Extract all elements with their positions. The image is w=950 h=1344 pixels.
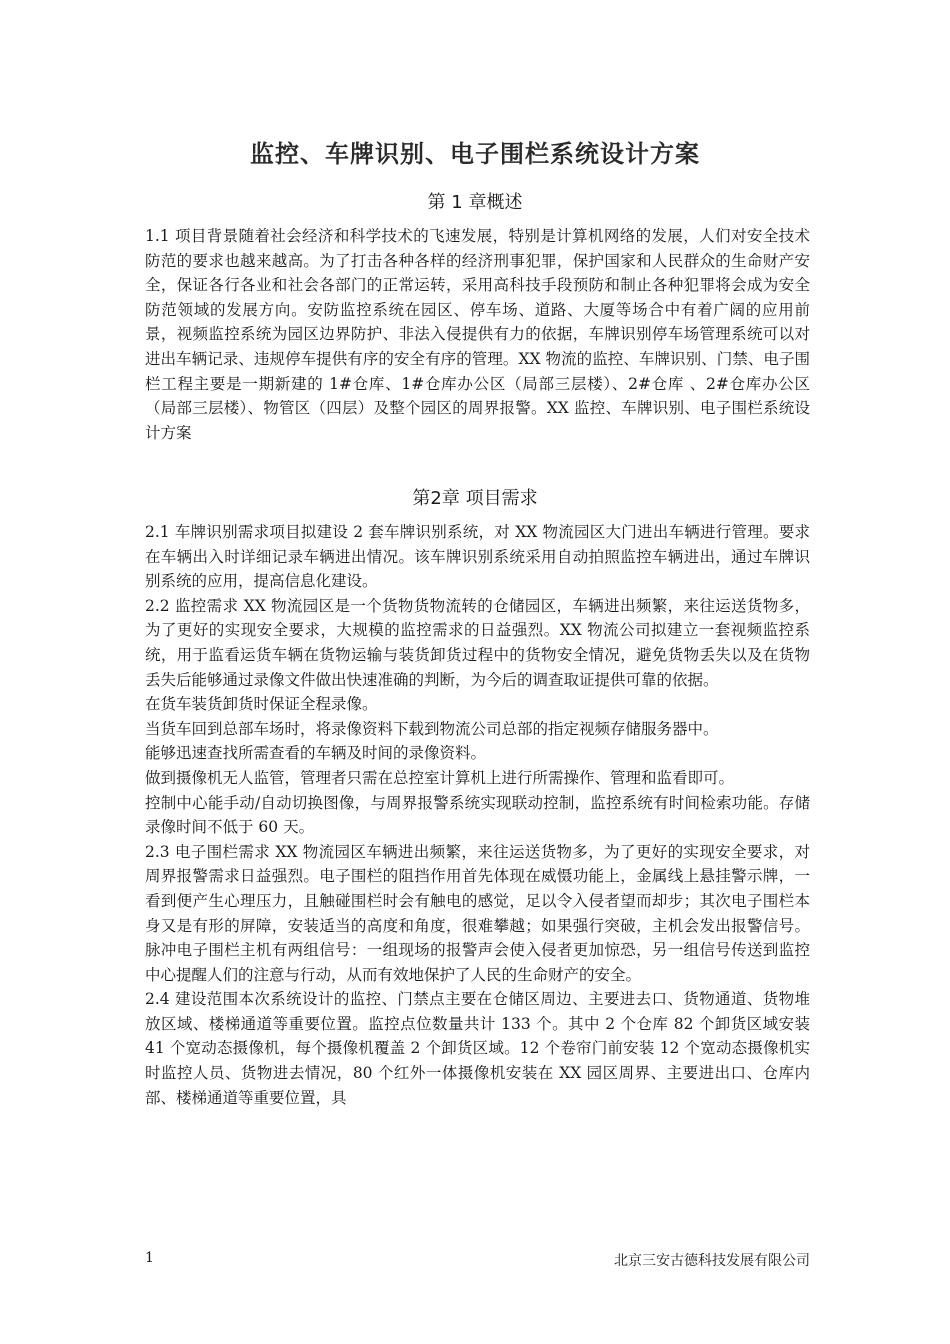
chapter-2-body <box>145 520 810 1110</box>
document-title: 监控、车牌识别、电子围栏系统设计方案 <box>250 140 700 168</box>
chapter-2-heading: 第2章 项目需求 <box>412 488 538 509</box>
paragraph: 2.3 电子围栏需求 XX 物流园区车辆进出频繁，来往运送货物多，为了更好的实现安全要求，对周界报警需求日益强烈。电子围栏的阻挡作用首先体现在威慑功能上，金属线上悬挂警示牌，一看到便产生心理压力，且触碰围栏时会有触电的感觉，足以令入侵者望而却步；其次电子围栏本身又是有形的屏障，安装适当的高度和角度，很难攀越；如果强行突破，主机会发出报警信号。脉冲电子围栏主机有两组信号：一组现场的报警声会使入侵者更加惊恐，另一组信号传送到监控中心提醒人们的注意与行动，从而有效地保护了人民的生命财产的安全。 <box>145 842 810 984</box>
paragraph: 控制中心能手动/自动切换图像，与周界报警系统实现联动控制，监控系统有时间检索功能。存储录像时间不低于 60 天。 <box>145 793 810 837</box>
footer-company-name: 北京三安古德科技发展有限公司 <box>614 1253 810 1269</box>
paragraph: 当货车回到总部车场时，将录像资料下载到物流公司总部的指定视频存储服务器中。 <box>145 719 719 738</box>
paragraph: 2.2 监控需求 XX 物流园区是一个货物货物流转的仓储园区，车辆进出频繁，来往运送货物多，为了更好的实现安全要求，大规模的监控需求的日益强烈。XX 物流公司拟建立一套视频监控系统，用于监看运货车辆在货物运输与装货卸货过程中的货物安全情况，避免货物丢失以及在货物丢失后能够通过录像文件做出快速准确的判断，为今后的调查取证提供可靠的依据。 <box>145 596 810 689</box>
paragraph: 在货车装货卸货时保证全程录像。 <box>145 695 378 714</box>
chapter-1-body <box>145 224 810 445</box>
chapter-1-heading: 第 1 章概述 <box>427 192 523 213</box>
paragraph: 1.1 项目背景随着社会经济和科学技术的飞速发展，特别是计算机网络的发展，人们对安全技术防范的要求也越来越高。为了打击各种各样的经济刑事犯罪，保护国家和人民群众的生命财产安全，保证各行各业和社会各部门的正常运转，采用高科技手段预防和制止各种犯罪将会成为安全防范领域的发展方向。安防监控系统在园区、停车场、道路、大厦等场合中有着广阔的应用前景，视频监控系统为园区边界防护、非法入侵提供有力的依据，车牌识别停车场管理系统可以对进出车辆记录、违规停车提供有序的安全有序的管理。XX 物流的监控、车牌识别、门禁、电子围栏工程主要是一期新建的 1#仓库、1#仓库办公区（局部三层楼）、2#仓库 、2#仓库办公区（局部三层楼）、物管区（四层）及整个园区的周界报警。XX 监控、车牌识别、电子围栏系统设计方案 <box>145 227 810 442</box>
page-number: 1 <box>145 1250 154 1266</box>
paragraph: 2.1 车牌识别需求项目拟建设 2 套车牌识别系统，对 XX 物流园区大门进出车辆进行管理。要求在车辆出入时详细记录车辆进出情况。该车牌识别系统采用自动拍照监控车辆进出，通过车牌识别系统的应用，提高信息化建设。 <box>145 523 810 591</box>
paragraph: 2.4 建设范围本次系统设计的监控、门禁点主要在仓储区周边、主要进去口、货物通道、货物堆放区域、楼梯通道等重要位置。监控点位数量共计 133 个。其中 2 个仓库 82 个卸货区域安装 41 个宽动态摄像机，每个摄像机覆盖 2 个卸货区域。12 个卷帘门前安装 12 个宽动态摄像机实时监控人员、货物进去情况，80 个红外一体摄像机安装在 XX 园区周界、主要进出口、仓库内部、楼梯通道等重要位置，具 <box>145 990 810 1107</box>
paragraph: 做到摄像机无人监管，管理者只需在总控室计算机上进行所需操作、管理和监看即可。 <box>145 768 735 787</box>
paragraph: 能够迅速查找所需查看的车辆及时间的录像资料。 <box>145 744 487 763</box>
